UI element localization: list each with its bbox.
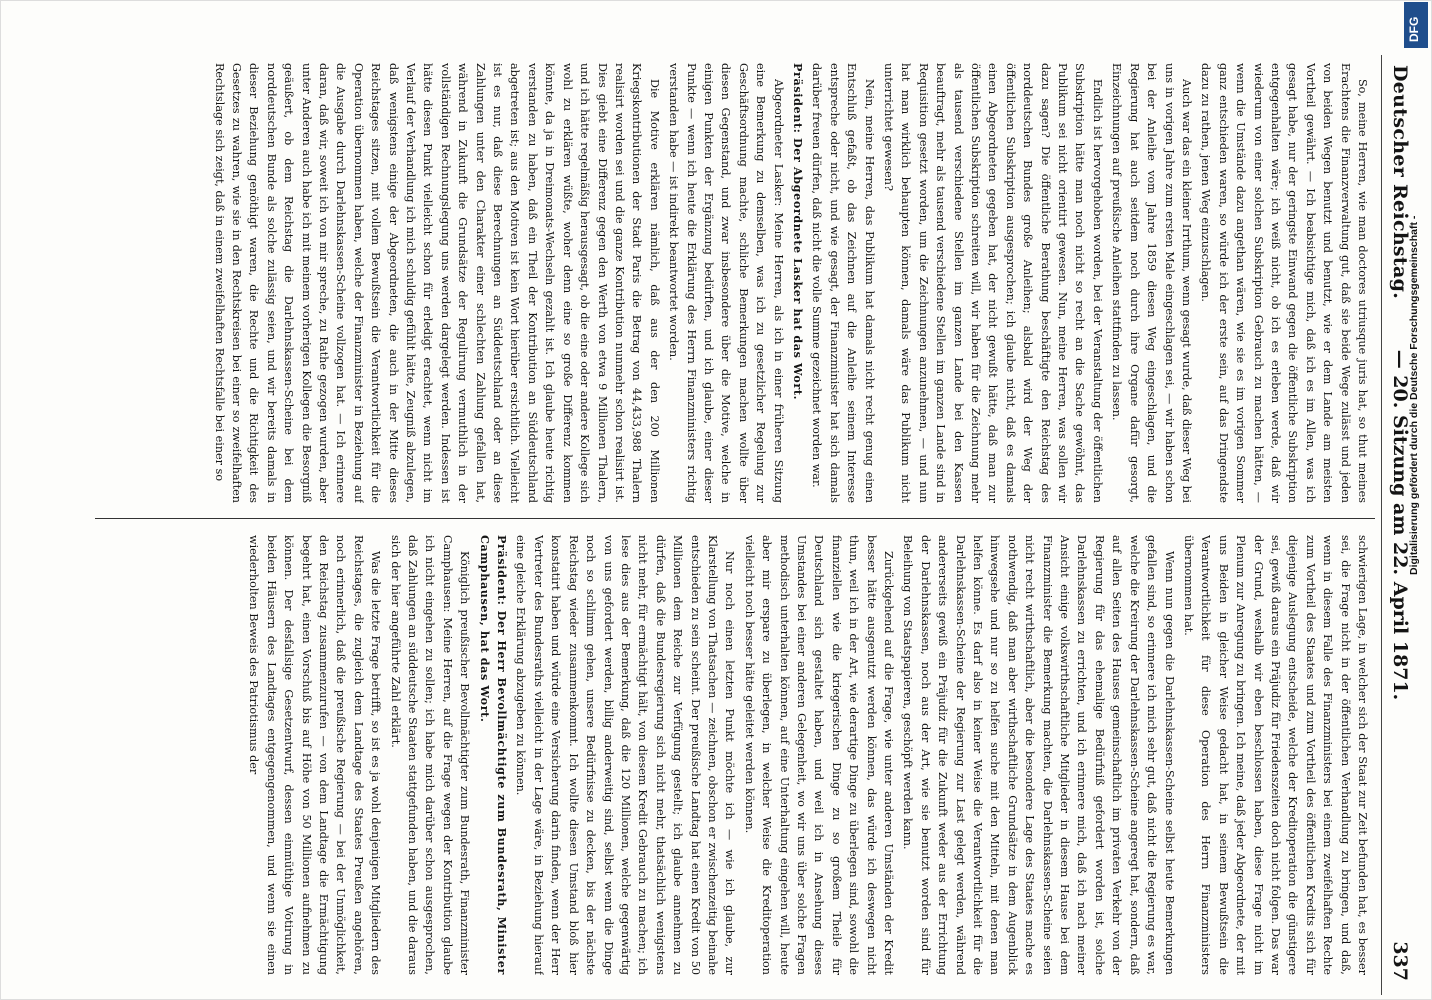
- paragraph: Was die letzte Frage betrifft, so ist es ja wohl denjenigen Mitgliedern des Reichstages, die zugleich dem Landtage des Staates Preußen angehören, noch erinnerlich, daß die preußische Regierung — bei der Unmöglichkeit, den Reichstag zusammenzurufen — von dem Landtage die Ermächtigung begehrt hat, einen Vorschuß bis auf Höhe von 50 Millionen aufnehmen zu können. Der desfallsige Gesetzentwurf, dessen einmüthige Votirung in beiden Häusern des Landtages entgegengenommen, und wenn sie einen wiederholten Beweis des Patriotismus der: [247, 535, 383, 975]
- right-column: [111, 535, 1371, 975]
- header-rule: [1381, 55, 1382, 995]
- header-title: Deutscher Reichstag.: [1389, 65, 1411, 300]
- page-number: 337: [1389, 941, 1411, 981]
- paragraph: Die Motive erklären nämlich, daß aus der den 200 Millionen Kriegskontributionen der Stadt Paris die Betrag von 44,433,988 Thalern realisirt worden sei und die ganze Kontribution nunmehr schon realisirt ist. Dies giebt eine Differenz gegen den Werth von etwa 9 Millionen Thalern, und ich hätte regelmäßig herausgesagt, ob die eine oder andere Kollege sich wohl zu erklären wüßte, woher denn eine so große Differenz kommen könnte, da ja in Dreimonats-Wechseln gezahlt ist. Ich glaube heute richtig verstanden zu haben, daß ein Theil der Kontribution an Süddeutschland abgetreten ist; aus den Motiven ist kein Wort hierüber ersichtlich. Vielleicht ist es nur, daß diese Berechnungen an Süddeutschland oder an diese Zahlungen unter den Charakter einer schlechten Zahlung gefallen hat, während in Zukunft die Grundsätze der Regulirung vermuthlich in der vollständigen Rechnungslegung uns werden dargelegt werden. Indessen ist hätte diesen Punkt vielleicht schon für erledigt erachtet, wenn nicht im Verlauf der Verhandlung ich mich schuldig gefühlt hätte, Zeugniß abzulegen, daß wenigstens einige der Abgeordneten, die auch in der Mitte dieses Reichstages sitzen, mit vollem Bewußtsein die Verantwortlichkeit für die Operation übernommen haben, welche der Finanzminister in Beziehung auf die Ausgabe durch Darlehnskassen-Scheine vollzogen hat. — Ich erinnere daran, daß wir, soweit ich von mir spreche, zu Rathe gezogen wurden, aber unter Anderen auch habe ich mit meinem vorherigen Kollegen die Besorgniß geäußert, ob dem Reichstag die Darlehnskassen-Scheine bei dem norddeutschen Bunde als solche zulässig seien, und wir bereits damals in dieser Beziehung genöthigt waren, die Rechte und die Richtigkeit des Gesetzes zu wahren, wie sie in den Rechtskreisen bei einer so zweifelhaften Rechtslage sich zeigt, daß in einem zweifelhaften Rechtsfalle bei einer so: [212, 63, 661, 503]
- digitization-text: Digitalisierung gefördert durch die Deutsche Forschungsgemeinschaft -: [1408, 215, 1420, 575]
- paragraph: Zurückgehend auf die Frage, wie unter anderen Umständen der Kredit besser hätte ausgenutzt werden können, das würde ich deswegen nicht thun, weil ich in der Art, wie derartige Dinge zu überlegen sind, sowohl die finanziellen wie die kriegerischen Dinge zu so großem Theile für Deutschland sich gestaltet haben, und weil ich in Ansehung dieses Umstandes bei einer anderen Gelegenheit, wo wir uns über solche Fragen methodisch unterhalten können, auf eine Unterhaltung eingehen will, heute aber mir erspare zu überlegen, in welcher Weise die Kreditoperation vielleicht noch besser hätte geleitet werden können.: [742, 535, 896, 975]
- rotated-document: [85, 55, 1415, 995]
- speaker-line: Präsident: Der Herr Bevollmächtigte zum Bundesrath, Minister Camphausen, hat das Wort.: [477, 535, 510, 975]
- header-session: — 20. Sitzung am 22. April 1871.: [1389, 349, 1411, 701]
- paragraph: Wenn nun gegen die Darlehnskassen-Scheine selbst heute Bemerkungen gefallen sind, so erinnere ich mich sehr gut, daß nicht die Regierung es war, welche die Kreirung der Darlehnskassen-Scheine angeregt hat, sondern, daß auf allen Seiten des Hauses gemeinschaftlich im privaten Verkehr von der Regierung für das ehemalige Bedürfniß gefordert worden ist, solche Darlehnskassen zu errichten, und ich erinnere mich, daß ich nach meiner Ansicht einige volkswirthschaftliche Mitglieder in diesem Hause bei dem Finanzminister die Bemerkung machten, die Darlehnskassen-Scheine seien nicht recht wirthschaftlich, aber die besondere Lage des Staates mache es nothwendig, daß man aber wirthschaftliche Grundsätze in dem Augenblick hinwegsehe und nur so zu helfen suche mit den Mitteln, mit denen man helfen könne. Es darf also in keiner Weise die Verantwortlichkeit für die Darlehnskassen-Scheine der Regierung zur Last gelegt werden, während andererseits gewiß ein Präjudiz für die Zukunft weder aus der Errichtung der Darlehnskassen, noch aus der Art, wie sie benutzt worden sind für Beleihung von Staatspapieren, geschöpft werden kann.: [901, 535, 1176, 975]
- paragraph: Abgeordneter Lasker: Meine Herren, als ich in einer früheren Sitzung eine Bemerkung zu demselben, was ich zu gesetzlicher Regelung zur Geschäftsordnung machte, schliche Bemerkungen machen wollte über diesen Gegenstand, und zwar insbesondere über die Motive, welche in einigen Punkten der Ergänzung bedürften, und ich glaube, einer dieser Punkte — wenn ich heute die Erklärung des Herrn Finanzministers richtig verstanden habe — ist indirekt beantwortet worden.: [667, 63, 785, 503]
- paragraph: schwierigen Lage, in welcher sich der Staat zur Zeit befunden hat, es besser sei, die Frage nicht in der öffentlichen Verhandlung zu bringen, und daß, wenn in diesem Falle des Finanzministers bei einem zweifelhaften Rechte zum Vortheil des Staates und zum Vortheil des öffentlichen Kredits sich für diejenige Auslegung entscheide, welche der Kreditoperation die günstigere sei, gewiß daraus ein Präjudiz für Friedenszeiten doch nicht folgen. Das war der Grund, weshalb wir eben beschlossen haben, diese Frage nicht im Plenum zur Anregung zu bringen. Ich meine, daß jeder Abgeordnete, der mit uns Beiden in gleicher Weise gedacht hat, in seinem Bewußtsein die Verantwortlichkeit für diese Operation des Herrn Finanzministers übernommen hat.: [1181, 535, 1369, 975]
- paragraph: Endlich ist hervorgehoben worden, bei der Veranstaltung der öffentlichen Subskription hätte man noch nicht so recht an die Sache gewöhnt, das Publikum sei nicht orientirt gewesen. Nun, meine Herren, was sollen wir dazu sagen? Die öffentliche Berathung beschäftigte den Reichstag des norddeutschen Bundes große Anleihen; alsbald wird der Weg der öffentlichen Subskription ausgesprochen; ich glaube nicht, daß es damals einen Abgeordneten gegeben hat, der nicht gewußt hätte, daß man zur öffentlichen Subskription schreiten will, wir haben für die Zeichnung mehr als tausend verschiedene Stellen im ganzen Lande bei den Kassen beauftragt, mehr als tausend verschiedene Stellen im ganzen Lande sind in Requisition gesetzt worden, um die Zeichnungen anzunehmen, — und nun hat man wirklich behaupten können, damals wäre das Publikum nicht unterrichtet gewesen?: [882, 63, 1104, 503]
- paragraph: Nur noch einen letzten Punkt möchte ich — wie ich glaube, zur Klarstellung von Thatsachen — zeichnen, obschon er zwischenzeitig beinahe entschieden zu sein scheint. Der preußische Landtag hat einen Kredit von 50 Millionen dem Reiche zur Verfügung gestellt; ich glaube annehmen zu dürfen, daß die Bundesregierung sich nicht mehr, thatsächlich wenigstens nicht mehr, für ermächtigt hält, von diesem Kredit Gebrauch zu machen; ich lese dies aus der Bemerkung, daß die 120 Millionen, welche gegenwärtig von uns gefordert werden, billig anderweitig sind, selbst wenn die Dinge noch so schlimm gehen, unsere Bedürfnisse zu decken, bis der nächste Reichstag wieder zusammenkommt. Ich wollte diesen Umstand bloß hier konstatirt haben und würde eine Versicherung darin finden, wenn der Herr Vertreter des Bundesraths vielleicht in der Lage wäre, in Beziehung hierauf eine gleiche Erklärung abzugeben zu können.: [514, 535, 737, 975]
- left-column: [111, 63, 1371, 503]
- paragraph: Auch war das ein kleiner Irrthum, wenn gesagt wurde, daß dieser Weg bei uns in vorigen Jahre zum ersten Male eingeschlagen sei, — wir haben schon bei der Anleihe vom Jahre 1859 diesen Weg eingeschlagen, und die Regierung hat auch seitdem noch durch ihre Organe dafür gesorgt, Einzeichnungen auf preußische Anleihen stattfinden zu lassen.: [1110, 63, 1193, 503]
- dfg-logo: [1404, 2, 1428, 48]
- speaker-line: Präsident: Der Abgeordnete Lasker hat das Wort.: [791, 63, 805, 401]
- paragraph: So, meine Herren, wie man doctores utriusque juris hat, so thut meines Erachtens die Finanzverwaltung gut, daß sie beide Wege zulässt und jeden von beiden Wegen benutzt und benutzt, wie er dem Lande am meisten Vortheil gewährt. — Ich beabsichtige mich, daß ich es im Allen, was ich gesagt habe, nur der geringste Einwand gegen die öffentliche Subskription entgegenhalten wäre; ich weiß nicht, ob ich es erleben werde, daß wir wiederum von einer solchen Subskription Gebrauch zu machen hätten, — wenn die Umstände dazu angethan wären, wie sie es im vorigen Sommer ganz entschieden waren, so würde ich der erste sein, auf das Dringendste dazu zu rathen, jenen Weg einzuschlagen.: [1199, 63, 1369, 503]
- paragraph: Nein, meine Herren, das Publikum hat damals nicht recht genug einen Entschluß gefaßt, ob das Zeichnen auf die Anleihe seinem Interesse entspreche oder nicht, und wie gesagt, der Finanzminister hat sich damals darüber freuen dürfen, daß nicht die volle Summe gezeichnet worden war.: [810, 63, 876, 503]
- paragraph: Königlich preußischer Bevollmächtigter zum Bundesrath, Finanzminister Camphausen: Meine Herren, auf die Frage wegen der Kontribution glaube ich nicht eingehen zu sollen; ich habe mich darüber schon ausgesprochen, daß Zahlungen an süddeutsche Staaten stattgefunden haben, und die daraus sich der hier angeführte Zahl erklärt.: [388, 535, 472, 975]
- dfg-logo-text: DFG: [1407, 16, 1421, 42]
- column-divider: [95, 518, 1375, 519]
